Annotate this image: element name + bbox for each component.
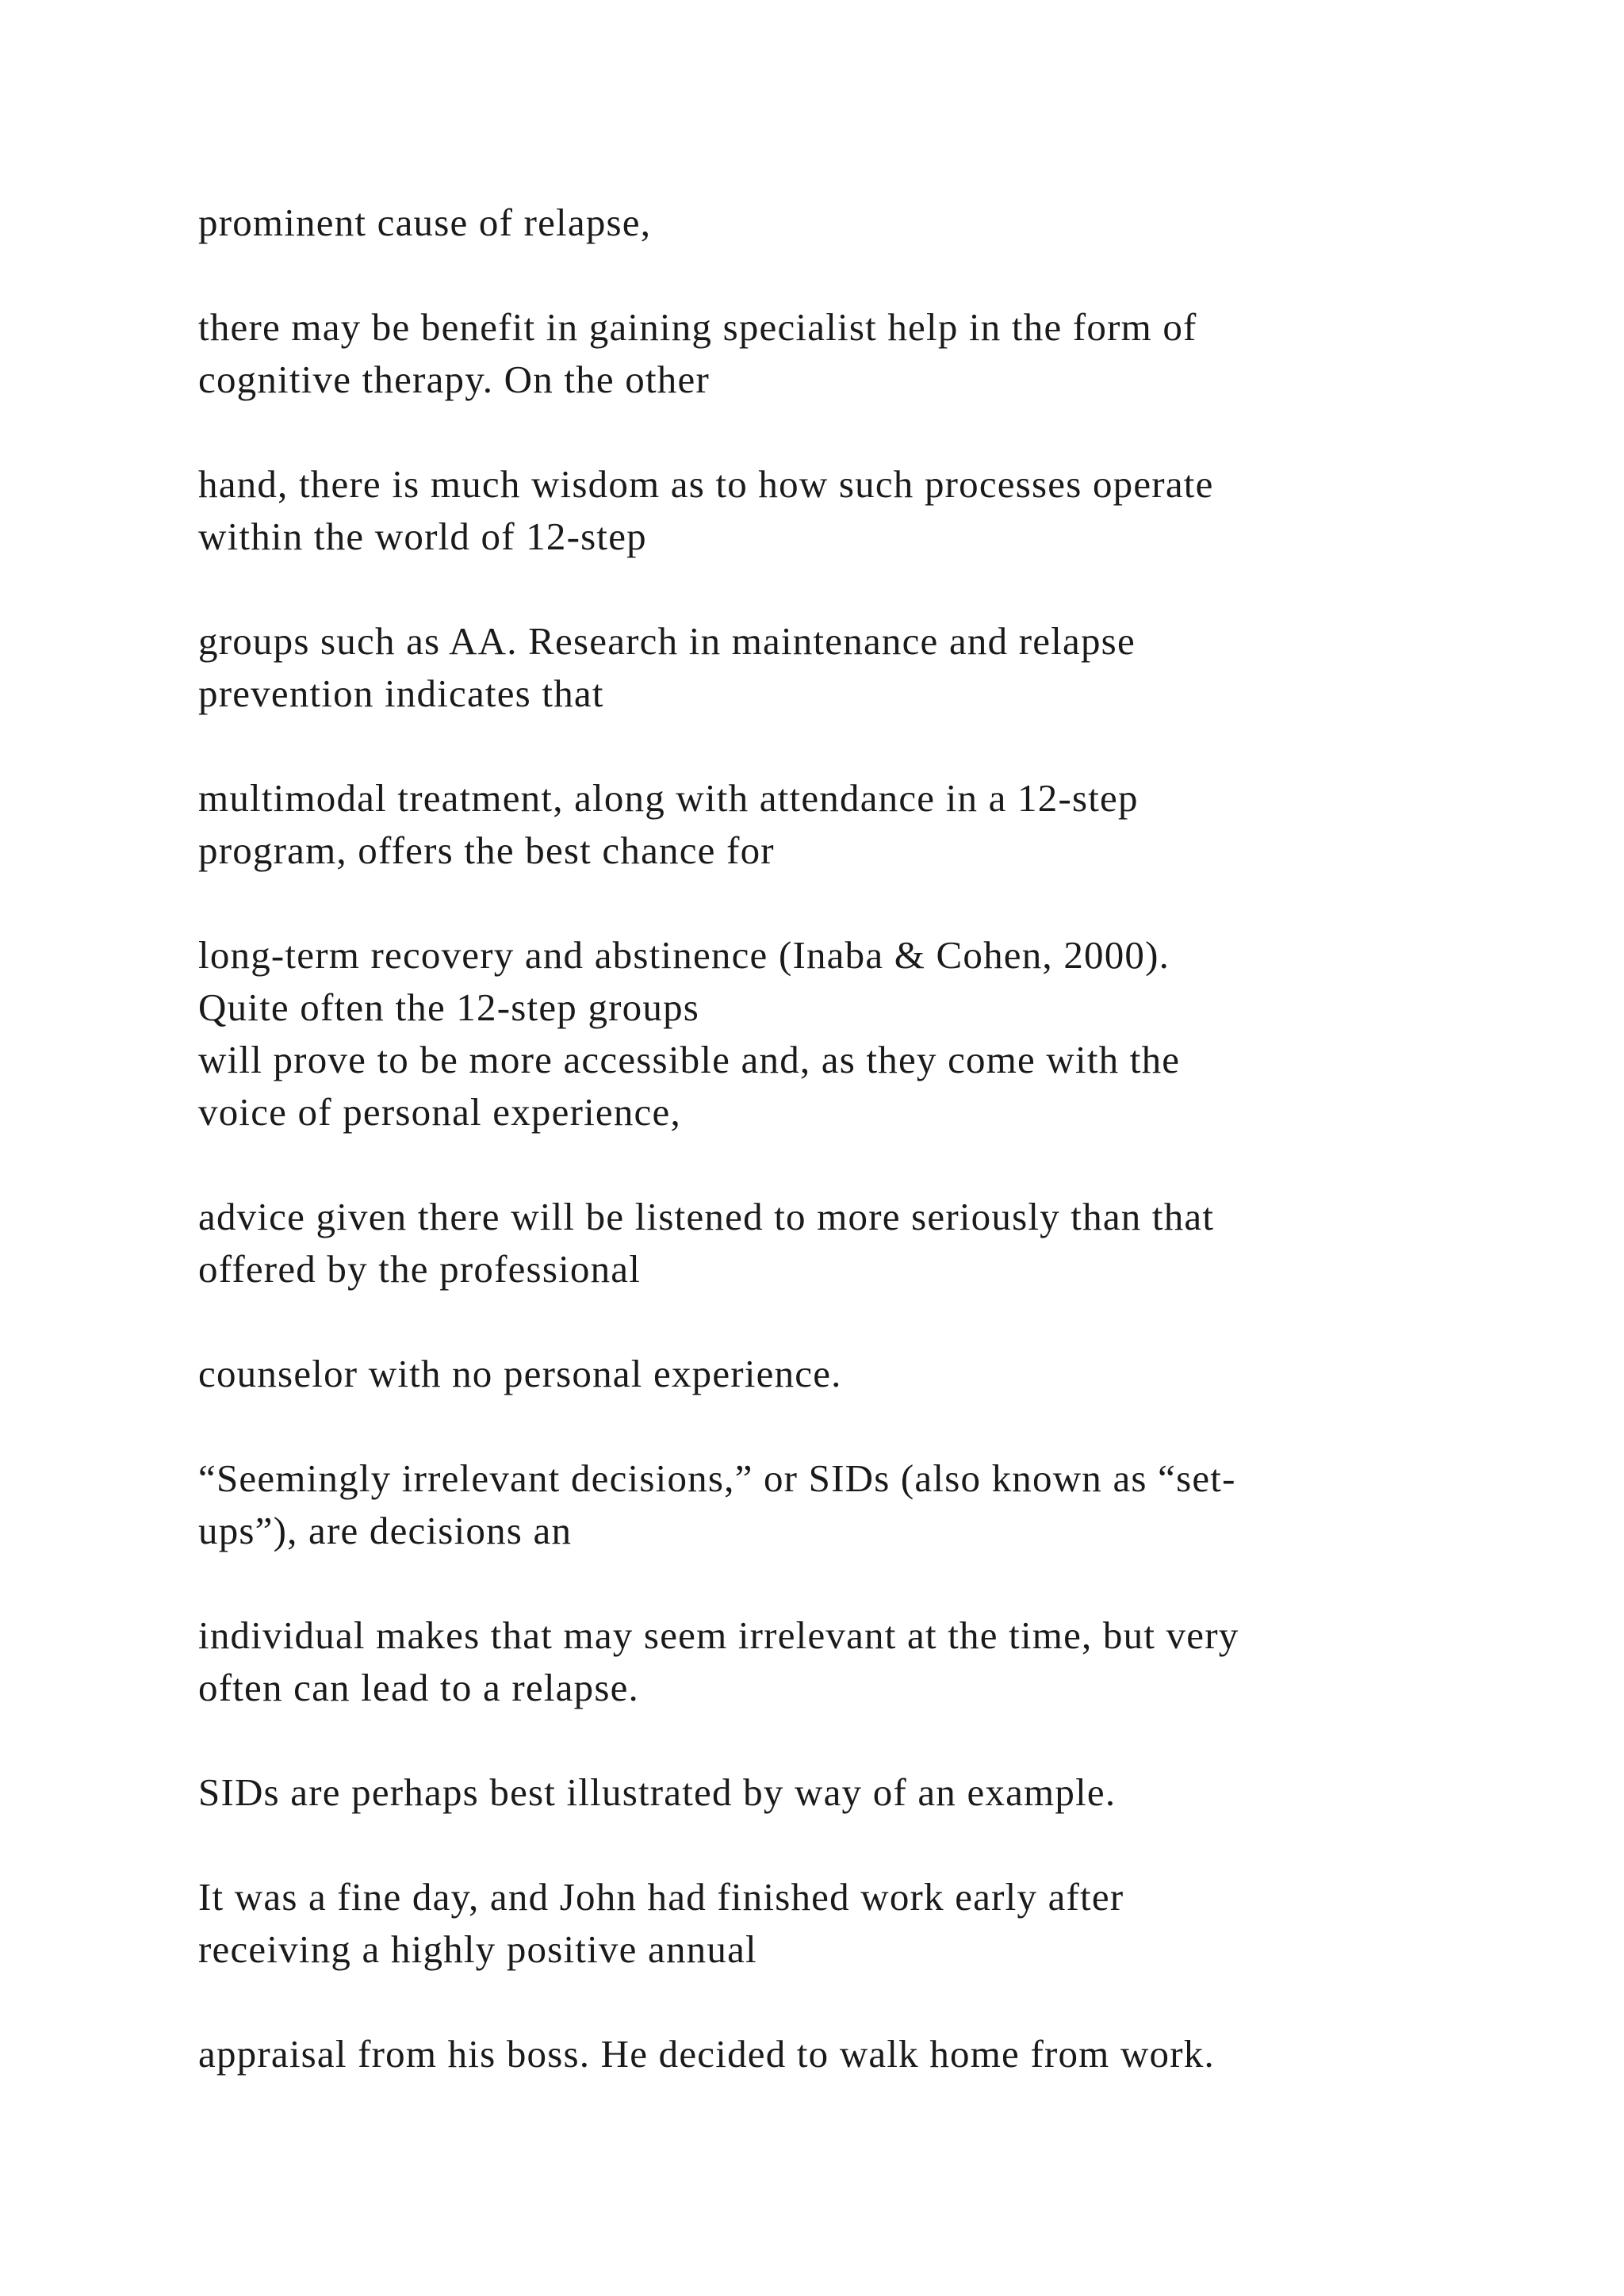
paragraph: multimodal treatment, along with attendance in a 12-step program, offers the best chance for [198, 776, 1139, 872]
paragraph: hand, there is much wisdom as to how such processes operate within the world of 12-step [198, 462, 1214, 558]
paragraph: “Seemingly irrelevant decisions,” or SIDs (also known as “set- ups”), are decisions an [198, 1456, 1236, 1552]
paragraph: appraisal from his boss. He decided to walk home from work. [198, 2032, 1215, 2076]
paragraph: prominent cause of relapse, [198, 201, 652, 244]
paragraph: individual makes that may seem irrelevant at the time, but very often can lead to a relapse. [198, 1613, 1239, 1709]
paragraph: groups such as AA. Research in maintenance and relapse prevention indicates that [198, 619, 1136, 715]
paragraph: long-term recovery and abstinence (Inaba & Cohen, 2000). Quite often the 12-step groups will prove to be more accessible and, as they come with the voice of personal experience, [198, 933, 1181, 1134]
paragraph: It was a fine day, and John had finished work early after receiving a highly positive annual [198, 1875, 1124, 1971]
paragraph: counselor with no personal experience. [198, 1352, 842, 1395]
paragraph: there may be benefit in gaining specialist help in the form of cognitive therapy. On the other [198, 305, 1197, 401]
paragraph: SIDs are perhaps best illustrated by way of an example. [198, 1770, 1116, 1814]
paragraph: advice given there will be listened to more seriously than that offered by the professional [198, 1195, 1215, 1291]
